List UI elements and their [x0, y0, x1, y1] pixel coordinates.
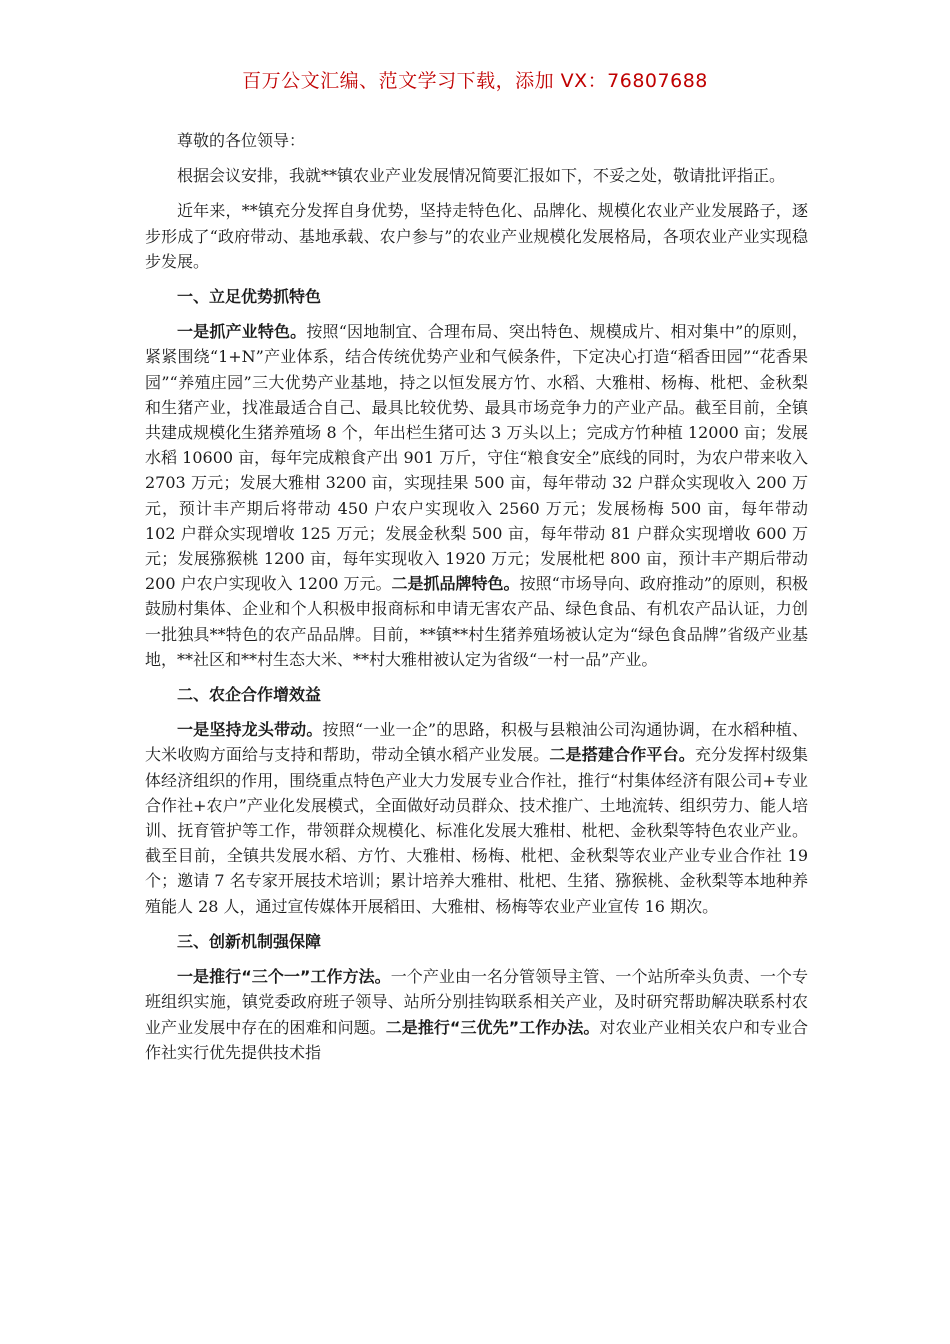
section2-point1-title: 一是坚持龙头带动。 — [177, 720, 323, 740]
section1-point1-text: 按照“因地制宜、合理布局、突出特色、规模成片、相对集中”的原则，紧紧围绕“1+N”产业体系，结合传统优势产业和气候条件，下定决心打造“稻香田园”“花香果园”“养殖庄园”三大优势产业基地，持之以恒发展方竹、水稻、大雅柑、杨梅、枇杷、金秋梨和生猪产业，找准最适合自己、最具比较优势、最具市场竞争力的产业产品。截至目前，全镇共建成规模化生猪养殖场 8 个，年出栏生猪可达 3 万头以上；完成方竹种植 12000 亩；发展水稻 10600 亩，每年完成粮食产出 901 万斤，守住“粮食安全”底线的同时，为农户带来收入 2703 万元；发展大雅柑 3200 亩，实现挂果 500 亩，每年带动 32 户群众实现收入 200 万元，预计丰产期后将带动 450 户农户实现收入 2560 万元；发展杨梅 500 亩，每年带动 102 户群众实现增收 125 万元；发展金秋梨 500 亩，每年带动 81 户群众实现增收 600 万元；发展猕猴桃 1200 亩，每年实现收入 1920 万元；发展枇杷 800 亩，预计丰产期后带动 200 户农户实现收入 1200 万元。 — [145, 322, 808, 594]
header-banner: 百万公文汇编、范文学习下载，添加 VX：76807688 — [242, 70, 708, 92]
intro-paragraph: 根据会议安排，我就**镇农业产业发展情况简要汇报如下，不妥之处，敬请批评指正。 — [177, 166, 786, 186]
section1-paragraph — [145, 319, 808, 672]
salutation: 尊敬的各位领导： — [177, 131, 306, 150]
section3-point2-title: 二是推行“三优先”工作办法。 — [385, 1017, 600, 1037]
section3-point2-text: 对农业产业相关农户和专业合作社实行优先提供技术指 — [145, 1017, 808, 1062]
section1-heading: 一、立足优势抓特色 — [177, 287, 322, 307]
document-body — [145, 128, 808, 1075]
section1-point2-title: 二是抓品牌特色。 — [391, 574, 520, 594]
section3-heading: 三、创新机制强保障 — [177, 931, 322, 951]
overview-paragraph: 近年来，**镇充分发挥自身优势，坚持走特色化、品牌化、规模化农业产业发展路子，逐步形成了“政府带动、基地承载、农户参与”的农业产业规模化发展格局，各项农业产业实现稳步发展。 — [145, 201, 808, 271]
section3-point1-text: 一个产业由一名分管领导主管、一个站所牵头负责、一个专班组织实施，镇党委政府班子领导、站所分别挂钩联系相关产业，及时研究帮助解决联系村农业产业发展中存在的困难和问题。 — [145, 967, 808, 1037]
section2-point1-text: 按照“一业一企”的思路，积极与县粮油公司沟通协调，在水稻种植、大米收购方面给与支持和帮助，带动全镇水稻产业发展。 — [145, 720, 808, 765]
section1-point1-title: 一是抓产业特色。 — [177, 322, 307, 342]
section2-heading: 二、农企合作增效益 — [177, 685, 322, 705]
section2-point2-text: 充分发挥村级集体经济组织的作用，围绕重点特色产业大力发展专业合作社，推行“村集体经济有限公司+专业合作社+农户”产业化发展模式，全面做好动员群众、技术推广、土地流转、组织劳力、能人培训、抚育管护等工作，带领群众规模化、标准化发展大雅柑、枇杷、金秋梨等特色农业产业。截至目前，全镇共发展水稻、方竹、大雅柑、杨梅、枇杷、金秋梨等农业产业专业合作社 19 个；邀请 7 名专家开展技术培训；累计培养大雅柑、枇杷、生猪、猕猴桃、金秋梨等本地种养殖能人 28 人，通过宣传媒体开展稻田、大雅柑、杨梅等农业产业宣传 16 期次。 — [145, 745, 808, 916]
section2-paragraph — [145, 717, 808, 919]
section3-paragraph — [145, 964, 808, 1065]
section1-point2-text: 按照“市场导向、政府推动”的原则，积极鼓励村集体、企业和个人积极申报商标和申请无害农产品、绿色食品、有机农产品认证，力创一批独具**特色的农产品品牌。目前，**镇**村生猪养殖场被认定为“绿色食品牌”省级产业基地，**社区和**村生态大米、**村大雅柑被认定为省级“一村一品”产业。 — [145, 574, 808, 669]
section2-point2-title: 二是搭建合作平台。 — [549, 745, 695, 765]
section3-point1-title: 一是推行“三个一”工作方法。 — [177, 967, 391, 987]
